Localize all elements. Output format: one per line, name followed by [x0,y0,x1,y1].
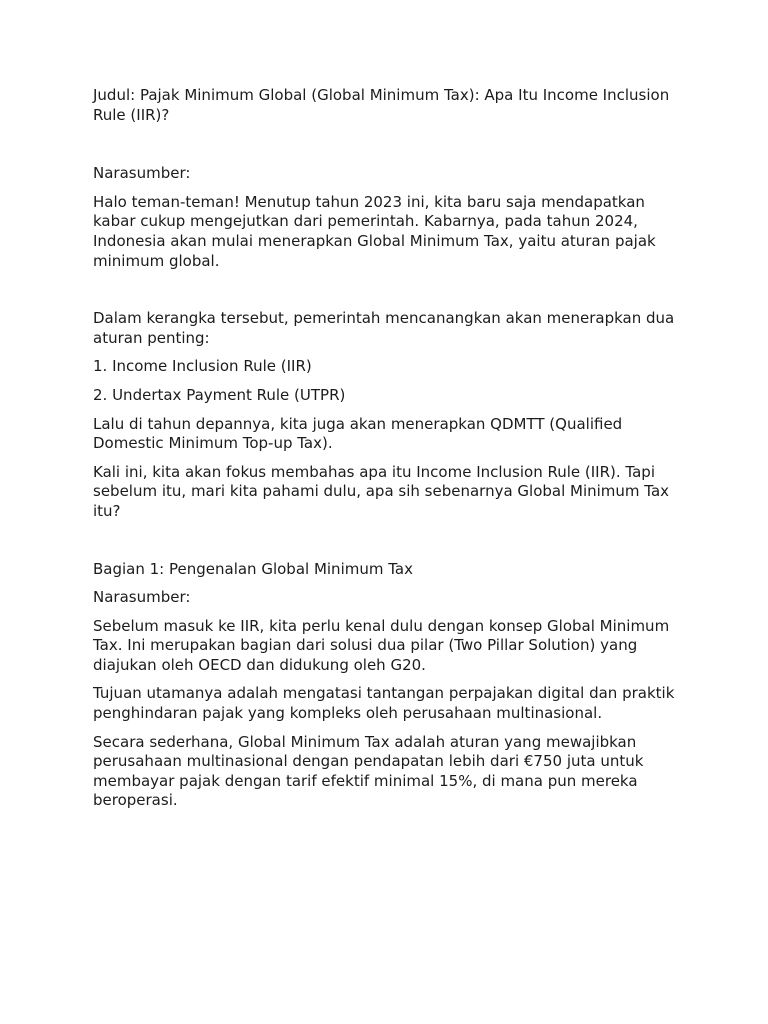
intro-paragraph: Halo teman-teman! Menutup tahun 2023 ini, kita baru saja mendapatkan kabar cukup mengejutkan dari pemerintah. Kabarnya, pada tahun 2024, Indonesia akan mulai menerapkan Global Minimum Tax, yaitu aturan pajak minimum global. [93,192,656,270]
framework-paragraph: Dalam kerangka tersebut, pemerintah mencanangkan akan menerapkan dua aturan penting: [93,309,675,347]
concept-paragraph: Sebelum masuk ke IIR, kita perlu kenal dulu dengan konsep Global Minimum Tax. Ini merupakan bagian dari solusi dua pilar (Two Pillar Solution) yang diajukan oleh OECD dan didukung oleh G20. [93,616,670,674]
rule-item-2: 2. Undertax Payment Rule (UTPR) [93,385,346,404]
qdmtt-paragraph: Lalu di tahun depannya, kita juga akan menerapkan QDMTT (Qualified Domestic Minimum Top-up Tax). [93,414,623,453]
objective-paragraph: Tujuan utamanya adalah mengatasi tantangan perpajakan digital dan praktik penghindaran pajak yang kompleks oleh perusahaan multinasional. [93,684,675,723]
document-title: Judul: Pajak Minimum Global (Global Minimum Tax): Apa Itu Income Inclusion Rule (IIR)? [93,86,670,124]
speaker-label: Narasumber: [93,164,191,183]
section-heading-part-1: Bagian 1: Pengenalan Global Minimum Tax [93,559,413,578]
definition-paragraph: Secara sederhana, Global Minimum Tax adalah aturan yang mewajibkan perusahaan multinasional dengan pendapatan lebih dari €750 juta untuk membayar pajak dengan tarif efektif minimal 15%, di mana pun mereka beroperasi. [93,732,644,810]
rule-item-1: 1. Income Inclusion Rule (IIR) [93,357,312,376]
speaker-label-2: Narasumber: [93,588,191,607]
document-body [93,86,683,811]
focus-paragraph: Kali ini, kita akan fokus membahas apa itu Income Inclusion Rule (IIR). Tapi sebelum itu, mari kita pahami dulu, apa sih sebenarnya Global Minimum Tax itu? [93,462,670,520]
